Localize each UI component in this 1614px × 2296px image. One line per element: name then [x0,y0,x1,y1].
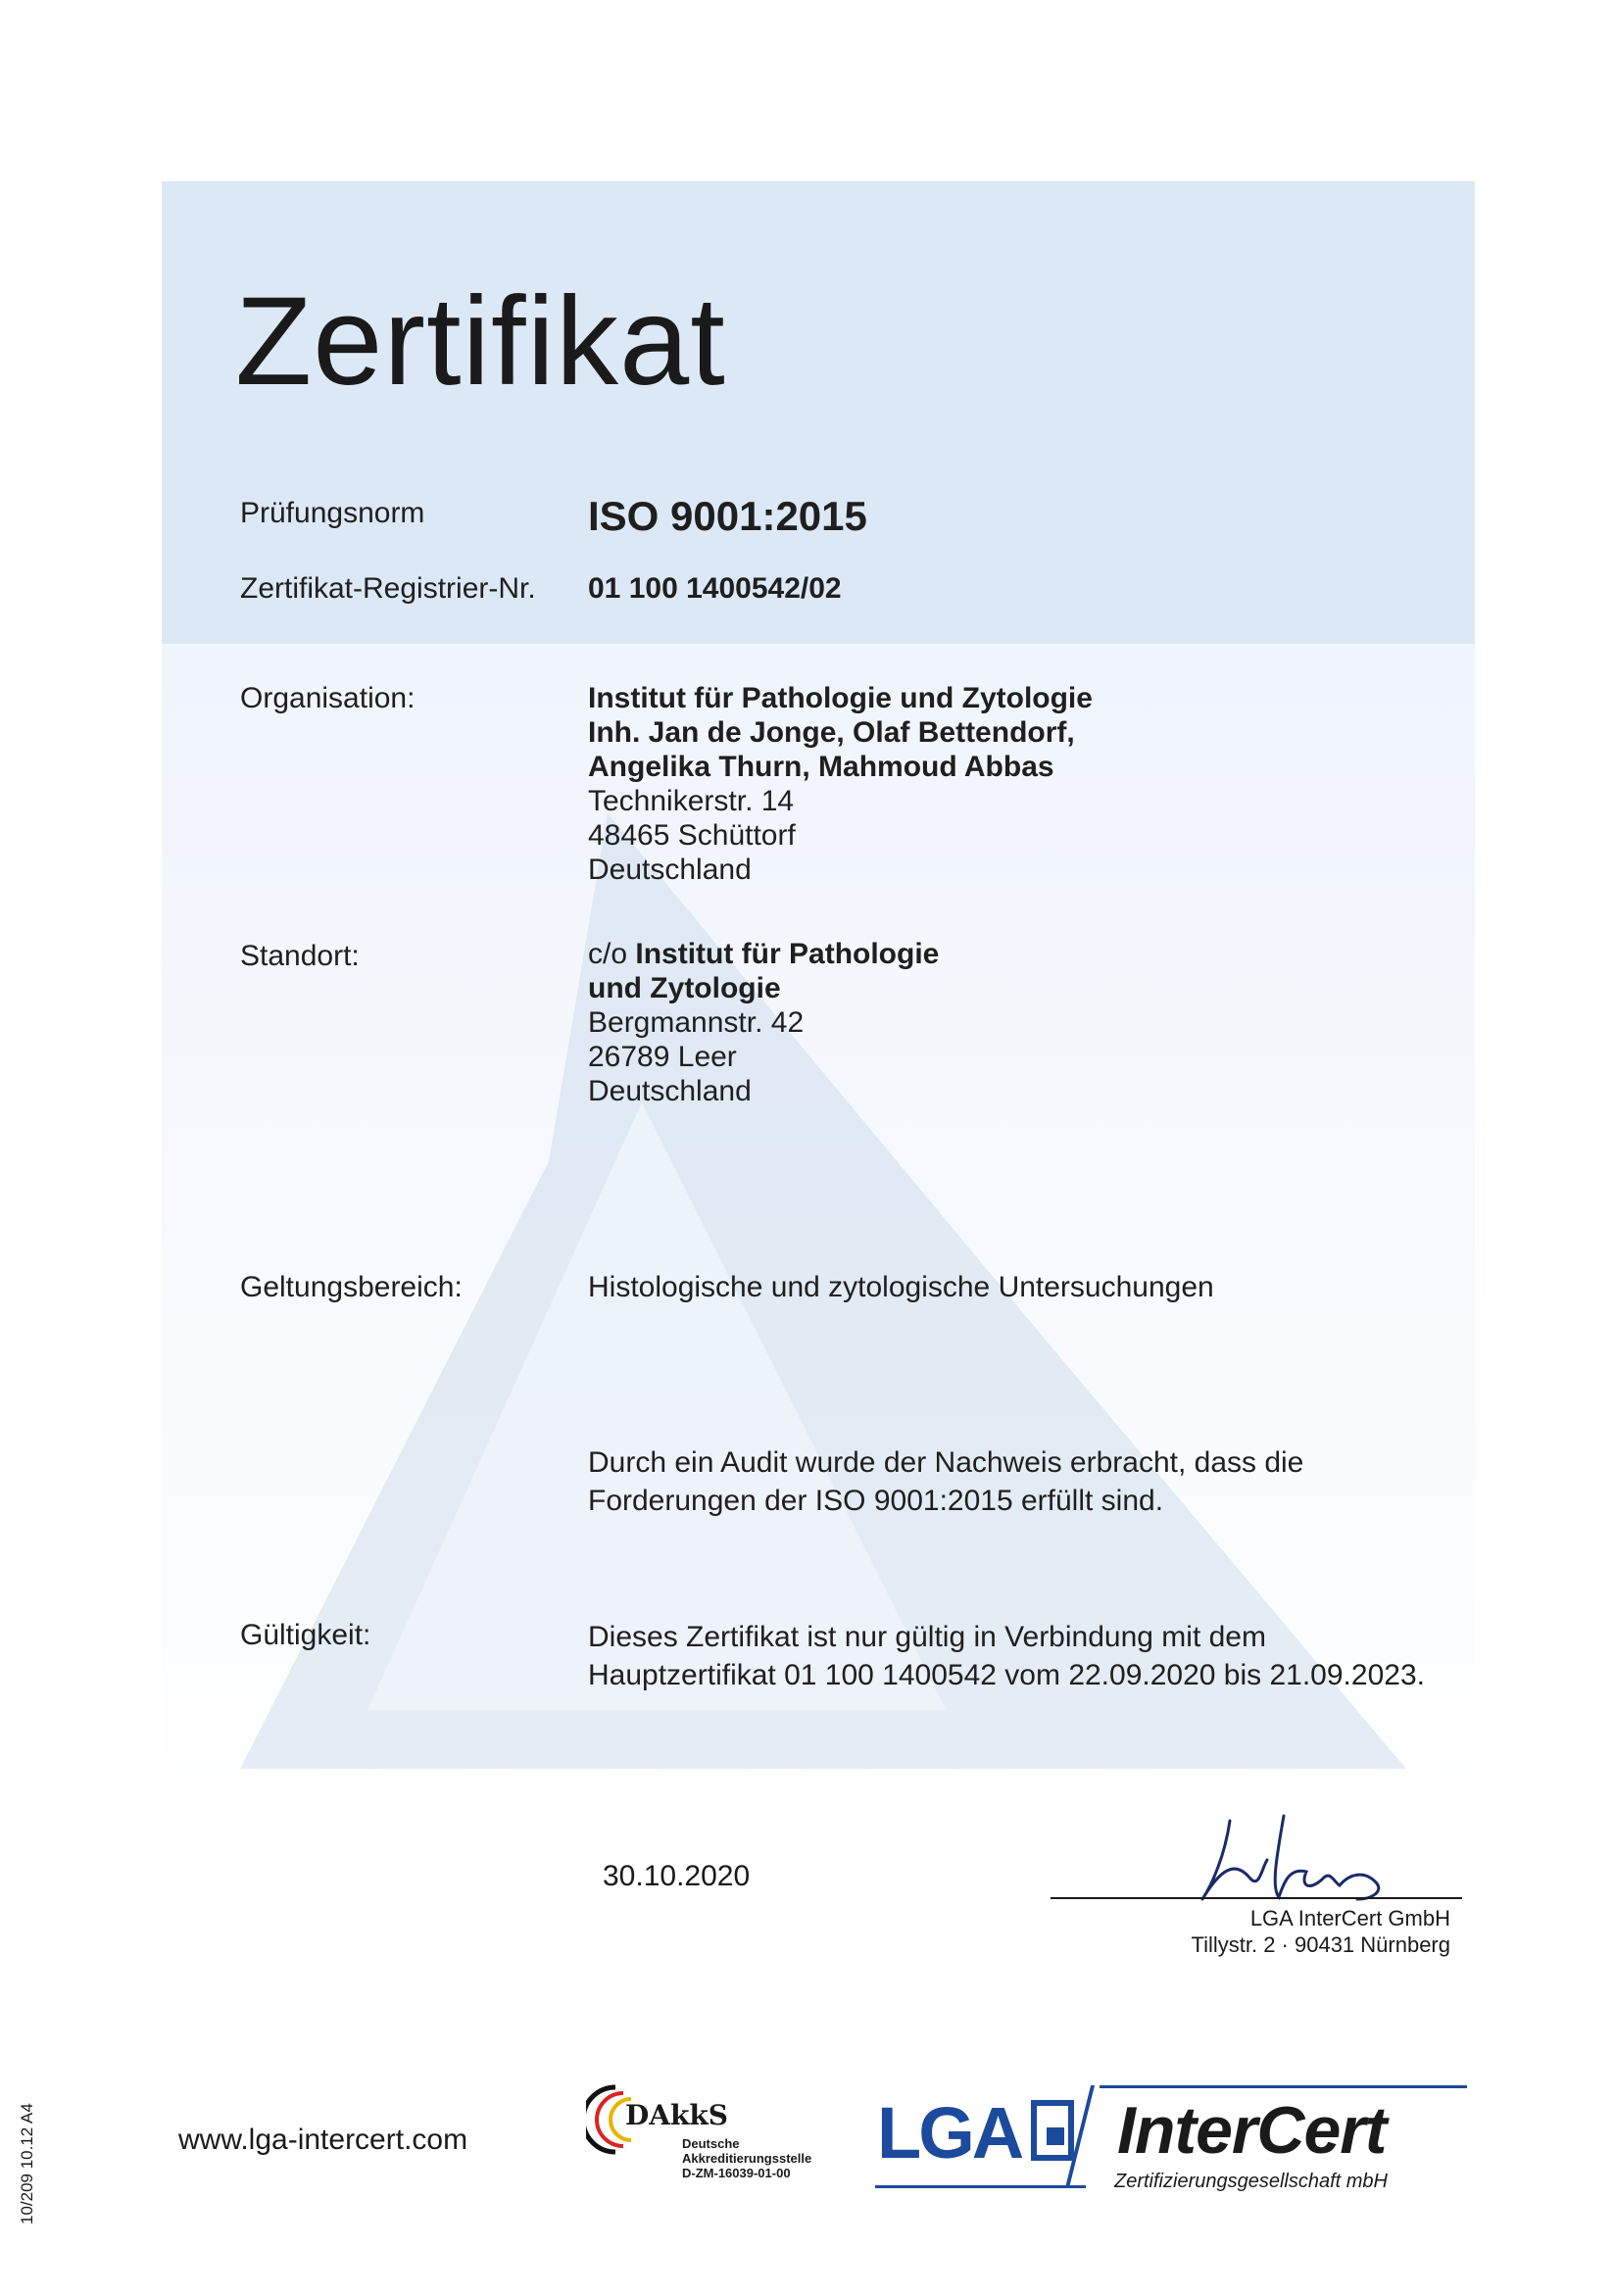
dakks-logo [586,2066,841,2183]
form-code: 10/209 10.12 A4 [18,2103,36,2224]
standard-label: Prüfungsnorm [240,497,425,529]
scope-label: Geltungsbereich: [240,1271,463,1303]
lga-wordmark: LGA [877,2092,1022,2174]
logo-top-rule [1100,2085,1467,2088]
site-country: Deutschland [588,1075,752,1107]
scope-value: Histologische und zytologische Untersuchungen [588,1271,1214,1303]
site-block [588,937,939,1108]
intercert-subtitle: Zertifizierungsgesellschaft mbH [1114,2171,1388,2192]
organisation-street: Technikerstr. 14 [588,785,795,817]
audit-statement-line: Forderungen der ISO 9001:2015 erfüllt sind. [588,1485,1164,1517]
lga-box-icon [1031,2100,1074,2161]
site-name-line: und Zytologie [588,972,781,1004]
site-label: Standort: [240,940,360,972]
issue-date: 30.10.2020 [603,1860,751,1892]
site-name-line [588,937,939,971]
dakks-line: Deutsche [682,2136,740,2151]
audit-statement [588,1443,1303,1520]
website-link[interactable]: www.lga-intercert.com [178,2124,468,2156]
organisation-label: Organisation: [240,682,416,714]
audit-statement-line: Durch ein Audit wurde der Nachweis erbracht, dass die [588,1446,1304,1479]
validity-label: Gültigkeit: [240,1619,371,1651]
validity-line: Hauptzertifikat 01 100 1400542 vom 22.09.2020 bis 21.09.2023. [588,1659,1425,1691]
signature-line [1051,1897,1462,1899]
organisation-city: 48465 Schüttorf [588,819,796,852]
site-city: 26789 Leer [588,1041,737,1073]
validity-block [588,1618,1425,1694]
issuer-block [1088,1905,1450,1958]
organisation-name-line: Inh. Jan de Jonge, Olaf Bettendorf, [588,716,1075,749]
certificate-title: Zertifikat [235,271,726,412]
site-name: Institut für Pathologie [635,938,940,970]
dakks-name: DAkkS [625,2099,729,2131]
logo-bottom-rule [875,2185,1086,2188]
dakks-line: Akkreditierungsstelle [682,2151,812,2166]
organisation-name-line: Angelika Thurn, Mahmoud Abbas [588,751,1054,783]
intercert-wordmark: InterCert [1117,2093,1387,2168]
organisation-name-line: Institut für Pathologie und Zytologie [588,682,1093,714]
registration-value: 01 100 1400542/02 [588,572,842,605]
site-prefix: c/o [588,938,628,970]
handwritten-signature-icon [1191,1801,1416,1909]
site-street: Bergmannstr. 42 [588,1006,805,1039]
issuer-name: LGA InterCert GmbH [1249,1906,1450,1930]
registration-label: Zertifikat-Registrier-Nr. [240,572,536,605]
validity-line: Dieses Zertifikat ist nur gültig in Verbindung mit dem [588,1621,1266,1653]
dakks-line: D-ZM-16039-01-00 [682,2166,791,2180]
organisation-country: Deutschland [588,854,752,886]
organisation-block [588,681,1093,887]
standard-value: ISO 9001:2015 [588,493,867,539]
dakks-details [682,2136,811,2180]
issuer-address: Tillystr. 2 · 90431 Nürnberg [1191,1932,1450,1957]
